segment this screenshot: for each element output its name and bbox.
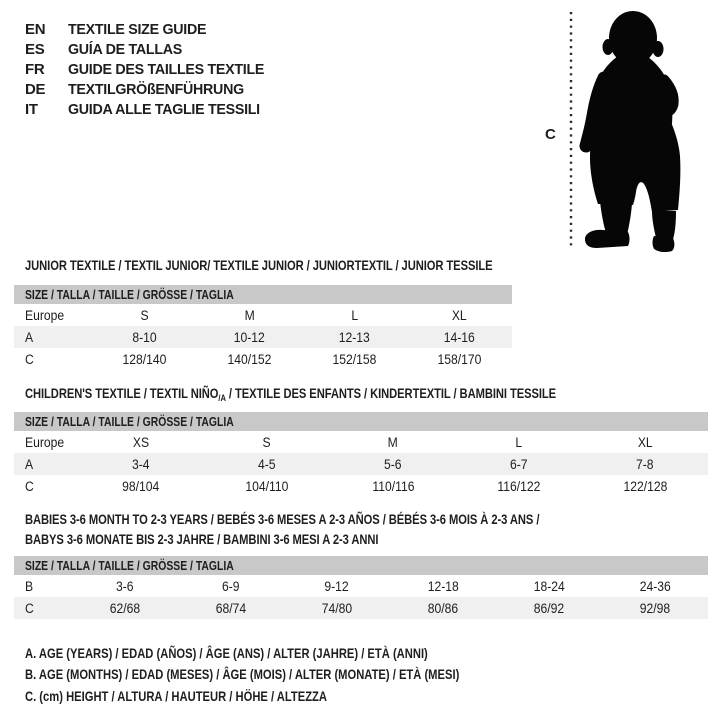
children-title-rest: / TEXTILE DES ENFANTS / KINDERTEXTIL / BAMBINI TESSILE — [225, 385, 557, 401]
cell-value: 152/158 — [332, 351, 377, 367]
language-title: TEXTILGRÖßENFÜHRUNG — [68, 80, 244, 98]
legend-notes — [25, 642, 568, 707]
children-title-main: CHILDREN'S TEXTILE / TEXTIL NIÑO — [25, 385, 219, 401]
language-title: TEXTILE SIZE GUIDE — [68, 20, 207, 38]
language-code: EN — [25, 20, 46, 38]
cell-value: 14-16 — [443, 329, 476, 345]
table-row-height — [14, 475, 708, 497]
cell-value: 104/110 — [245, 478, 289, 494]
table-row-europe — [14, 304, 512, 326]
children-title-subscript: /A — [218, 393, 226, 404]
cell-value: 12-13 — [338, 329, 371, 345]
size-header-bar — [14, 556, 708, 575]
row-label: B — [25, 578, 34, 594]
size-header-text: SIZE / TALLA / TAILLE / GRÖSSE / TAGLIA — [25, 558, 234, 573]
cell-value: 9-12 — [324, 578, 350, 594]
cell-value: M — [244, 307, 255, 323]
cell-value: 8-10 — [132, 329, 157, 345]
note-text: B. AGE (MONTHS) / EDAD (MESES) / ÂGE (MOIS) / ALTER (MONATE) / ETÀ (MESI) — [25, 666, 460, 683]
cell-value: L — [515, 434, 523, 450]
table-row-height — [14, 348, 512, 370]
language-code: ES — [25, 40, 45, 58]
babies-size-table — [14, 556, 708, 619]
language-title: GUÍA DE TALLAS — [68, 40, 182, 58]
language-row-en — [25, 19, 274, 39]
cell-value: 7-8 — [636, 456, 654, 472]
row-label: C — [25, 478, 34, 494]
language-row-it — [25, 99, 274, 119]
cell-value: 6-7 — [510, 456, 528, 472]
cell-value: 74/80 — [321, 600, 353, 616]
cell-value: XL — [637, 434, 653, 450]
language-title-list — [25, 19, 274, 119]
cell-value: 116/122 — [497, 478, 541, 494]
cell-value: 68/74 — [215, 600, 247, 616]
cell-value: 98/104 — [122, 478, 160, 494]
cell-value: 3-6 — [116, 578, 134, 594]
table-row-age — [14, 326, 512, 348]
table-row-age-months — [14, 575, 708, 597]
toddler-silhouette-icon — [558, 4, 714, 256]
note-text: A. AGE (YEARS) / EDAD (AÑOS) / ÂGE (ANS) / ALTER (JAHRE) / ETÀ (ANNI) — [25, 644, 428, 661]
cell-value: 122/128 — [623, 478, 667, 494]
junior-size-table — [14, 285, 512, 370]
cell-value: 10-12 — [233, 329, 266, 345]
cell-value: 18-24 — [533, 578, 565, 594]
cell-value: 62/68 — [109, 600, 141, 616]
cell-value: 3-4 — [132, 456, 150, 472]
language-code: DE — [25, 80, 46, 98]
language-row-fr — [25, 59, 274, 79]
cell-value: 4-5 — [258, 456, 276, 472]
row-label: A — [25, 329, 34, 345]
cell-value: 12-18 — [427, 578, 459, 594]
table-row-age — [14, 453, 708, 475]
table-row-height — [14, 597, 708, 619]
cell-value: 158/170 — [437, 351, 482, 367]
cell-value: XS — [132, 434, 150, 450]
row-label: Europe — [25, 307, 65, 323]
cell-value: 128/140 — [122, 351, 167, 367]
cell-value: 86/92 — [533, 600, 565, 616]
language-row-de — [25, 79, 274, 99]
size-header-text: SIZE / TALLA / TAILLE / GRÖSSE / TAGLIA — [25, 414, 234, 429]
note-age-years — [25, 642, 568, 664]
cell-value: 80/86 — [427, 600, 459, 616]
row-label: C — [25, 600, 34, 616]
note-text: C. (cm) HEIGHT / ALTURA / HAUTEUR / HÖHE / ALTEZZA — [25, 687, 327, 704]
babies-title-line1: BABIES 3-6 MONTH TO 2-3 YEARS / BEBÉS 3-6 MESES A 2-3 AÑOS / BÉBÉS 3-6 MOIS À 2-3 ANS / — [25, 511, 540, 527]
height-measure-label: C — [545, 126, 556, 143]
cell-value: 110/116 — [371, 478, 415, 494]
size-header-bar — [14, 285, 512, 304]
junior-section-title: JUNIOR TEXTILE / TEXTIL JUNIOR/ TEXTILE JUNIOR / JUNIORTEXTIL / JUNIOR TESSILE — [25, 257, 493, 273]
cell-value: L — [351, 307, 358, 323]
note-age-months — [25, 664, 568, 686]
cell-value: XL — [452, 307, 467, 323]
language-code: FR — [25, 60, 45, 78]
cell-value: M — [387, 434, 399, 450]
cell-value: 6-9 — [222, 578, 240, 594]
table-row-europe — [14, 431, 708, 453]
cell-value: S — [262, 434, 272, 450]
size-header-bar — [14, 412, 708, 431]
cell-value: 140/152 — [227, 351, 272, 367]
language-title: GUIDE DES TAILLES TEXTILE — [68, 60, 265, 78]
cell-value: 5-6 — [384, 456, 402, 472]
language-code: IT — [25, 100, 38, 118]
language-row-es — [25, 39, 274, 59]
row-label: A — [25, 456, 34, 472]
babies-title-line2: BABYS 3-6 MONATE BIS 2-3 JAHRE / BAMBINI 3-6 MESI A 2-3 ANNI — [25, 531, 379, 547]
language-title: GUIDA ALLE TAGLIE TESSILI — [68, 100, 260, 118]
children-size-table — [14, 412, 708, 497]
row-label: C — [25, 351, 34, 367]
note-height-cm — [25, 685, 568, 707]
children-section-title — [25, 385, 557, 404]
cell-value: 92/98 — [639, 600, 671, 616]
size-header-text: SIZE / TALLA / TAILLE / GRÖSSE / TAGLIA — [25, 287, 234, 302]
cell-value: S — [140, 307, 149, 323]
babies-section-title — [25, 509, 539, 549]
cell-value: 24-36 — [639, 578, 671, 594]
row-label: Europe — [25, 434, 65, 450]
